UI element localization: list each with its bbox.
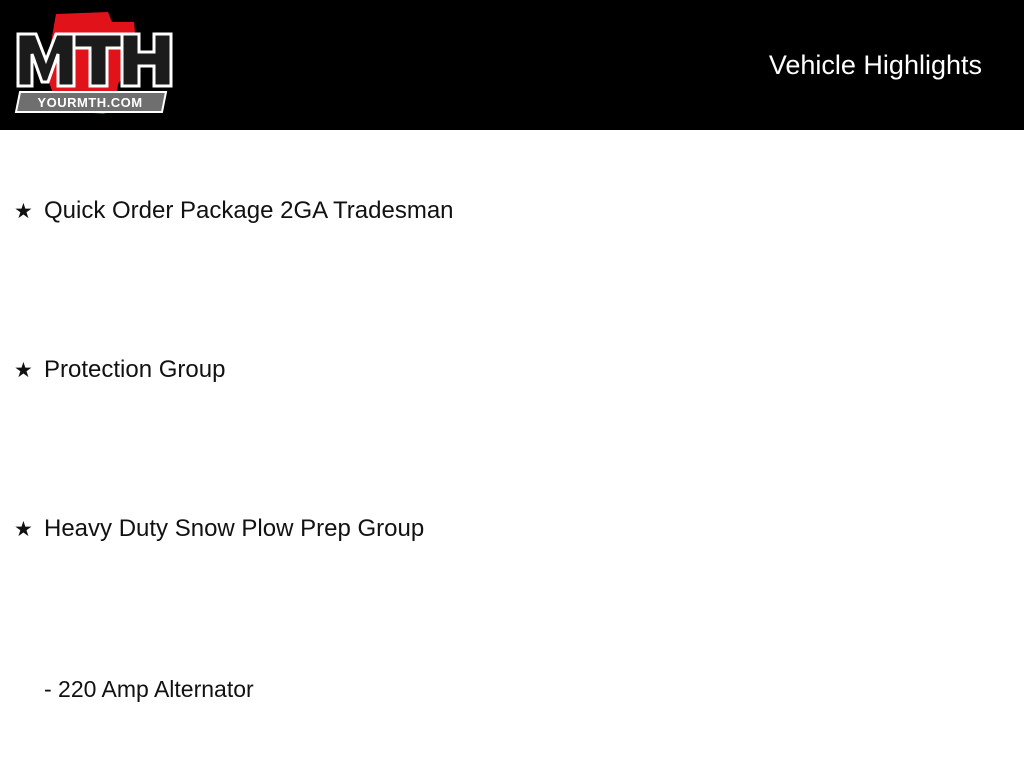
mth-wordmark bbox=[18, 34, 171, 86]
star-bullet-icon: ★ bbox=[14, 518, 33, 541]
list-item-label: Heavy Duty Snow Plow Prep Group bbox=[44, 515, 425, 542]
list-item-label: Protection Group bbox=[44, 356, 226, 383]
mth-logo bbox=[12, 8, 184, 120]
list-item bbox=[14, 516, 424, 543]
star-bullet-icon: ★ bbox=[14, 200, 33, 223]
svg-text:YOURMTH.COM: YOURMTH.COM bbox=[37, 95, 143, 110]
slide-header bbox=[0, 0, 1024, 130]
mth-url-banner bbox=[16, 92, 166, 112]
list-item bbox=[14, 198, 454, 225]
page-title: Vehicle Highlights bbox=[768, 50, 982, 80]
list-item bbox=[14, 357, 225, 384]
list-item-label: Quick Order Package 2GA Tradesman bbox=[44, 197, 454, 224]
star-bullet-icon: ★ bbox=[14, 359, 33, 382]
sub-list-item: - 220 Amp Alternator bbox=[44, 676, 254, 702]
